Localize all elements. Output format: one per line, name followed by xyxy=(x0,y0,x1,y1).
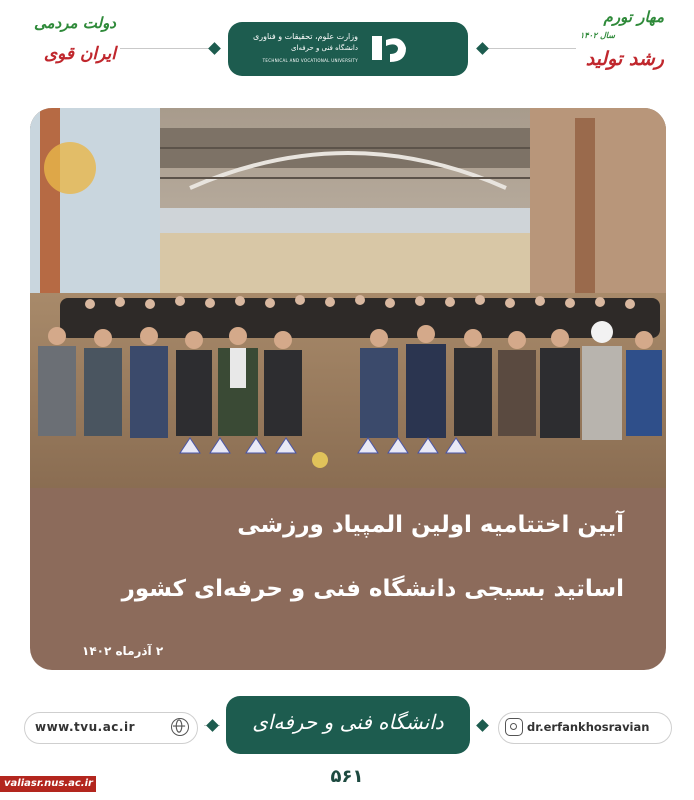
news-title-line-2: اساتید بسیجی دانشگاه فنی و حرفه‌ای کشور xyxy=(121,576,624,602)
globe-icon xyxy=(171,718,189,736)
instagram-link[interactable] xyxy=(498,712,672,744)
university-name: دانشگاه فنی و حرفه‌ای xyxy=(291,44,358,52)
ministry-name: وزارت علوم، تحقیقات و فناوری xyxy=(253,32,358,41)
diamond-ornament-left xyxy=(208,42,221,55)
slogan-line-2: رشد تولید xyxy=(585,48,664,70)
slogan-line-1: دولت مردمی xyxy=(34,14,116,32)
header-divider-left xyxy=(120,48,215,49)
news-title-line-1: آیین اختتامیه اولین المپیاد ورزشی xyxy=(237,512,624,538)
news-card xyxy=(30,108,666,670)
website-url: www.tvu.ac.ir xyxy=(35,720,136,734)
news-date: ۲ آذرماه ۱۴۰۲ xyxy=(82,644,164,658)
university-name-en: TECHNICAL AND VOCATIONAL UNIVERSITY xyxy=(262,58,358,63)
header-divider-right xyxy=(486,48,576,49)
page-number: ۵۶۱ xyxy=(330,766,364,787)
diamond-ornament-right xyxy=(476,42,489,55)
slogan-line-2: ایران قوی xyxy=(43,44,116,64)
diamond-ornament-left xyxy=(206,719,219,732)
website-link[interactable] xyxy=(24,712,198,744)
source-watermark: valiasr.nus.ac.ir xyxy=(0,776,96,792)
slogan-line-1: مهار تورم xyxy=(603,8,664,26)
university-calligraphy-badge[interactable] xyxy=(226,696,470,754)
slogan-strong-iran xyxy=(30,14,116,84)
university-logo-badge[interactable] xyxy=(228,22,468,76)
university-calligraphy-text: دانشگاه فنی و حرفه‌ای xyxy=(252,710,444,734)
instagram-icon xyxy=(505,718,523,736)
slogan-inflation-growth xyxy=(578,8,664,90)
slogan-year: سال ۱۴۰۲ xyxy=(580,30,615,40)
event-group-photo xyxy=(30,108,666,488)
instagram-handle: dr.erfankhosravian xyxy=(527,720,650,734)
university-logo-icon xyxy=(368,30,410,68)
diamond-ornament-right xyxy=(476,719,489,732)
